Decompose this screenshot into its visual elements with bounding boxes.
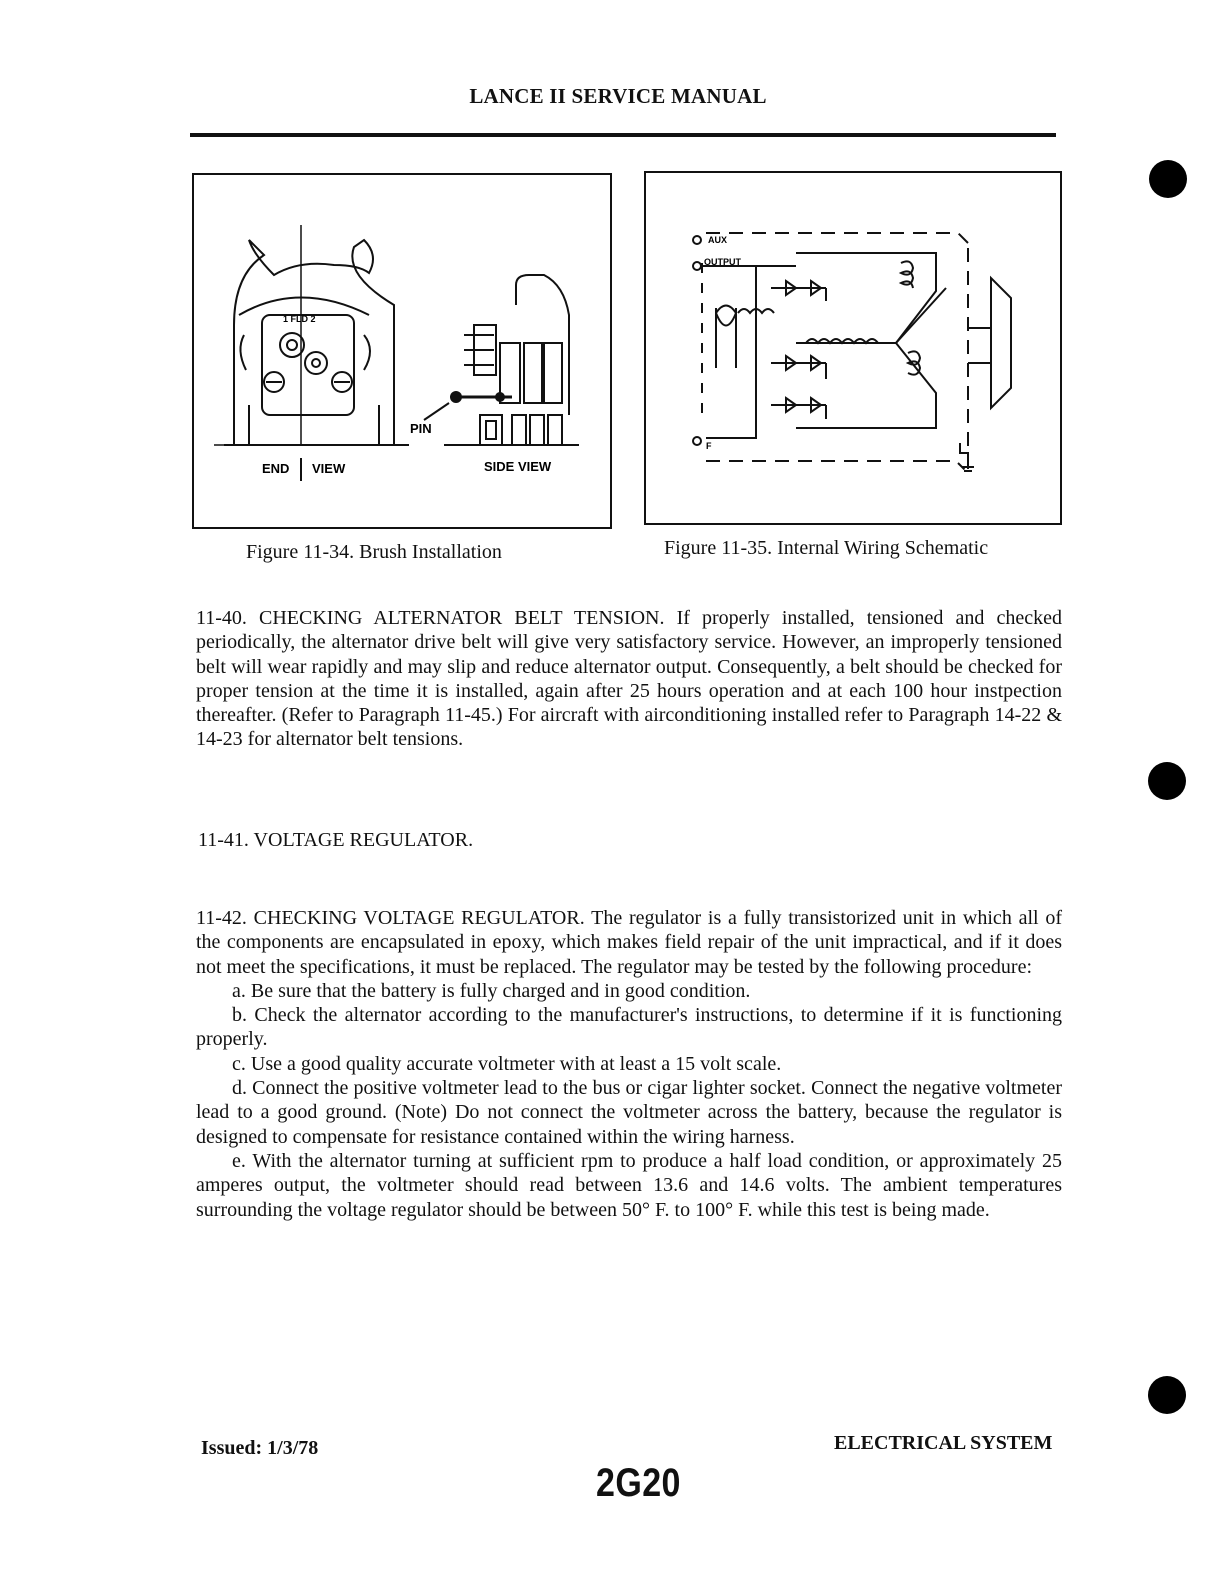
binder-hole-bottom: [1148, 1376, 1186, 1414]
brush-installation-drawing: [194, 175, 610, 527]
binder-hole-top: [1149, 160, 1187, 198]
figure-11-34-caption: Figure 11-34. Brush Installation: [246, 541, 502, 563]
page-number: 2G20: [596, 1461, 681, 1505]
figure-brush-installation: [192, 173, 612, 529]
procedure-step-a: a. Be sure that the battery is fully charged and in good condition.: [232, 979, 751, 1002]
field-terminal-label: F: [706, 441, 712, 451]
fld-terminal-label: 1 FLD 2: [283, 314, 316, 324]
page-header-title: LANCE II SERVICE MANUAL: [469, 84, 767, 108]
procedure-step-e: e. With the alternator turning at sufficient rpm to produce a half load condition, or approximately 25 amperes output, the voltmeter should read between 13.6 and 14.6 volts. The ambient temperatures surrounding the voltage regulator should be between 50° F. to 100° F. while this test is being made.: [196, 1149, 1062, 1221]
section-name: ELECTRICAL SYSTEM: [834, 1432, 1053, 1454]
wiring-schematic-drawing: [646, 173, 1060, 523]
end-view-label-end: END: [262, 461, 290, 476]
aux-terminal-label: AUX: [708, 235, 728, 245]
section-11-42-intro: 11-42. CHECKING VOLTAGE REGULATOR. The regulator is a fully transistorized unit in which all of the components are encapsulated in epoxy, which makes field repair of the unit impractical, and if it does not meet the specifications, it must be replaced. The regulator may be tested by the following procedure:: [196, 907, 1062, 978]
section-11-40-paragraph: 11-40. CHECKING ALTERNATOR BELT TENSION. If properly installed, tensioned and checked periodically, the alternator drive belt will give very satisfactory service. However, an improperly tensioned belt will wear rapidly and may slip and reduce alternator output. Consequently, a belt should be checked for proper tension at the time it is installed, again after 25 hours operation and at each 100 hour instpection thereafter. (Refer to Paragraph 11-45.) For aircraft with airconditioning installed refer to Paragraph 14-22 & 14-23 for alternator belt tensions.: [196, 607, 1062, 751]
figure-internal-wiring-schematic: [644, 171, 1062, 525]
issued-date: Issued: 1/3/78: [201, 1437, 319, 1459]
figure-11-35-caption: Figure 11-35. Internal Wiring Schematic: [664, 537, 989, 559]
procedure-step-b: b. Check the alternator according to the manufacturer's instructions, to determine if it is functioning properly.: [196, 1004, 1062, 1051]
output-terminal-label: OUTPUT: [704, 257, 741, 267]
procedure-step-d: d. Connect the positive voltmeter lead to the bus or cigar lighter socket. Connect the negative voltmeter lead to a good ground. (Note) Do not connect the voltmeter across the battery, because the regulator is designed to compensate for resistance contained within the wiring harness.: [196, 1077, 1062, 1148]
side-view-label: SIDE VIEW: [484, 459, 552, 474]
header-rule: [190, 133, 1056, 137]
binder-hole-middle: [1148, 762, 1186, 800]
section-11-42-block: [196, 906, 1062, 1222]
section-11-41-heading: 11-41. VOLTAGE REGULATOR.: [198, 829, 474, 851]
pin-label: PIN: [410, 421, 432, 436]
end-view-label-view: VIEW: [312, 461, 346, 476]
procedure-step-c: c. Use a good quality accurate voltmeter with at least a 15 volt scale.: [232, 1052, 782, 1075]
